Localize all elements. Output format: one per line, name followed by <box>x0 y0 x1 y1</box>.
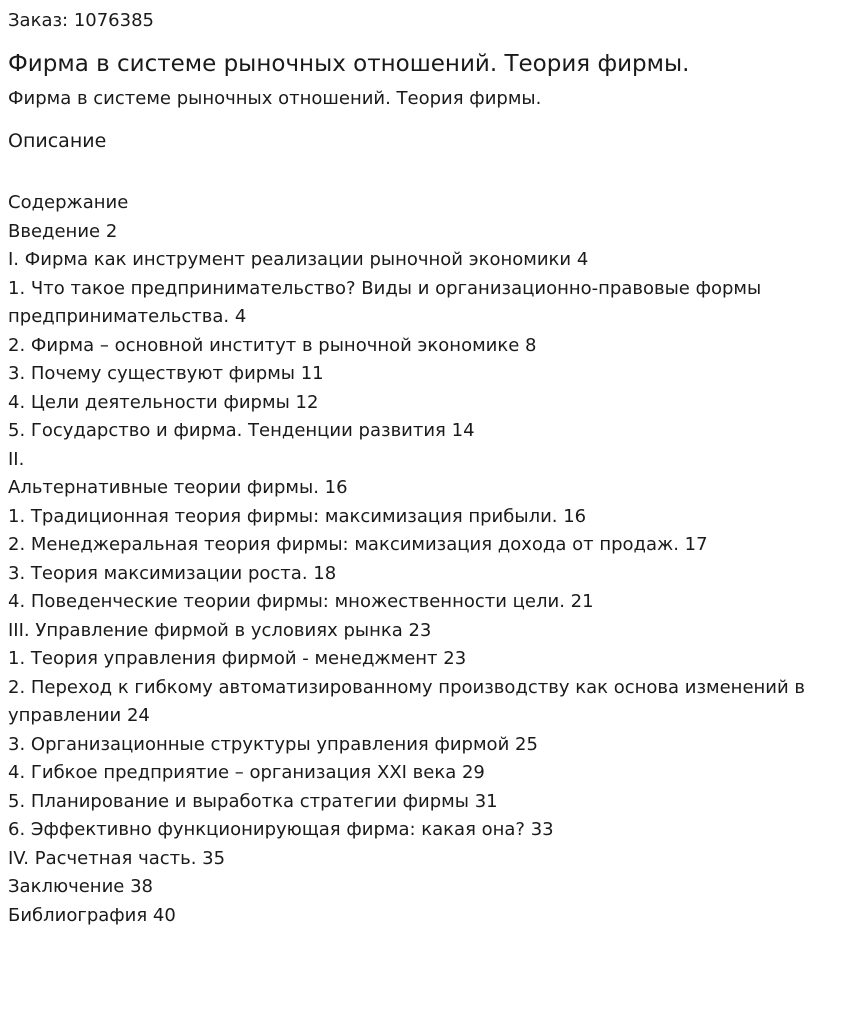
toc-heading: Содержание <box>8 192 129 213</box>
toc-item: I. Фирма как инструмент реализации рыночной экономики 4 <box>8 249 589 270</box>
toc-item: IV. Расчетная часть. 35 <box>8 847 226 869</box>
description-label: Описание <box>8 130 107 152</box>
page-title: Фирма в системе рыночных отношений. Теория фирмы. <box>8 51 690 77</box>
toc-item: 1. Теория управления фирмой - менеджмент 23 <box>8 648 467 669</box>
toc-item: 2. Фирма – основной институт в рыночной экономике 8 <box>8 334 537 356</box>
page-subtitle: Фирма в системе рыночных отношений. Теория фирмы. <box>8 88 542 109</box>
toc-item: 4. Поведенческие теории фирмы: множественности цели. 21 <box>8 591 594 612</box>
toc-item: 5. Планирование и выработка стратегии фирмы 31 <box>8 790 498 812</box>
toc-item: 1. Что такое предпринимательство? Виды и организационно-правовые формы предпринимательства. 4 <box>8 277 762 327</box>
toc-item: Альтернативные теории фирмы. 16 <box>8 477 348 498</box>
table-of-contents <box>8 218 839 931</box>
toc-item: III. Управление фирмой в условиях рынка 23 <box>8 619 432 641</box>
toc-item: 6. Эффективно функционирующая фирма: какая она? 33 <box>8 819 554 840</box>
toc-item: 5. Государство и фирма. Тенденции развития 14 <box>8 420 475 441</box>
toc-item: 3. Организационные структуры управления фирмой 25 <box>8 733 538 755</box>
toc-item: 4. Цели деятельности фирмы 12 <box>8 391 319 413</box>
toc-item: Заключение 38 <box>8 876 153 897</box>
order-number: Заказ: 1076385 <box>8 10 154 31</box>
toc-item: Библиография 40 <box>8 904 176 926</box>
toc-item: Введение 2 <box>8 220 118 242</box>
toc-item: 4. Гибкое предприятие – организация XXI века 29 <box>8 762 485 783</box>
toc-item: 3. Почему существуют фирмы 11 <box>8 363 324 384</box>
toc-item: 2. Менеджеральная теория фирмы: максимизация дохода от продаж. 17 <box>8 534 708 555</box>
toc-item: 3. Теория максимизации роста. 18 <box>8 562 337 584</box>
toc-item: II. <box>8 448 25 470</box>
toc-item: 2. Переход к гибкому автоматизированному производству как основа изменений в управлении 24 <box>8 676 806 726</box>
toc-item: 1. Традиционная теория фирмы: максимизация прибыли. 16 <box>8 505 587 527</box>
